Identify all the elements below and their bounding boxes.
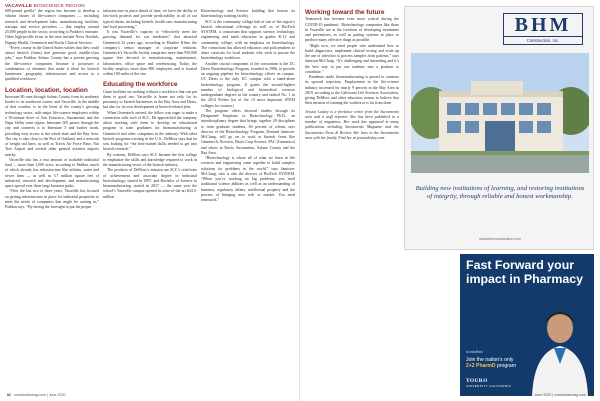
body-paragraph: SCC is the community college hub of one of the region’s biotech educational offerings as well as of BioTech SYSTEM, a consortium that supports science, technology, engineering and math education in grades K-12 and community college, with an emphasis on biotechnology. The consortium has allowed educators and policymakers to share curricula for local students who wish to pursue the biotechnology workforce. (201, 19, 295, 61)
folio-date: June 2020 (534, 393, 552, 397)
left-column-1 (5, 9, 99, 210)
body-paragraph: “Over the last two to three years, Vacaville has focused on getting infrastructure in place for industrial properties to meet the needs of companies that might be coming in,” Paddon says. “By having the foresight to put the proper (5, 189, 99, 210)
body-paragraph: “Biotechnology is where all of what we learn in life sciences and engineering come together to build complex solutions for problems in the world,” says Jamison-McClung, who is also the director of BioTech SYSTEM. “When you’re working on big problems, you need traditional science abilities as well as an understanding of business, regulatory affairs, intellectual property and the process of bringing new tech to market. You need teamwork.” (201, 156, 295, 202)
bhm-logo (503, 13, 583, 45)
join-strong: 2+2 PharmD (466, 363, 496, 370)
body-paragraph: 600-pound gorilla” the region has become to develop a vibrant cluster of life-science companies — including research and development hubs, manufacturing facilities, startups, and service providers — that employ around 25,000 people in the sector, according to Paddon’s estimate. Other high-profile firms in the area include Novo Nordisk, Dignity Health, Genentech and Roche Clinical Services. (5, 9, 99, 45)
touro-logo-sub: UNIVERSITY CALIFORNIA (466, 384, 512, 388)
body-paragraph: “Right now, we need people who understand how to build diagnostics, implement clinical testing and scale up the use of infection to process samples from patients,” says Jamison-McClung. “It’s challenging and interesting and it’s the best way to put our students into a position to contribute.” (305, 43, 399, 74)
bhm-url[interactable]: www.bhmconstruction.com (479, 237, 521, 241)
body-paragraph: Vacaville also has a vast amount of available industrial land — more than 1,000 acres, according to Paddon, much of which already has infrastructure like utilities, water and sewer lines — as well as 3.7 million square feet of industrial, research and development, and manufacturing space spread over three large business parks. (5, 157, 99, 189)
section-heading-educating: Educating the workforce (103, 81, 178, 89)
page-number: 82 (7, 393, 11, 397)
body-paragraph: The products of DeMoss’s mission are SCC’s certificate of achievement and associate degree in industrial biotechnology, started in 1997, and Bachelor of Science in biomanufacturing, started in 2017 — the same year the school’s Vacaville campus opened its state-of-the-art $34.5-million (103, 168, 197, 199)
pharmacy-ad[interactable] (460, 254, 594, 396)
body-paragraph: It was Vacaville’s capacity to “effectively meet the growing demand for our medicines” that attracted Genentech 22 years ago, according to Heather Kline, the company’s senior manager of corporate relations. Genentech’s Vacaville facility comprises more than 950,000 square feet devoted to manufacturing, maintenance, laboratories, office space and warehousing. Today, the facility employs more than 900 employees and is located within 100 miles of the site. (103, 30, 197, 76)
join-end: program (497, 363, 516, 370)
pharmacy-url[interactable]: tu.edu/ffwd (466, 350, 483, 354)
left-column-2 (103, 9, 197, 200)
body-paragraph: Giant facilities are nothing without a workforce that can put them to good use. Vacaville is home not only for its proximity to biotech businesses in the Bay Area and Davis, but also for its own development of biotech-related jobs. (103, 89, 197, 110)
building-photo (411, 53, 589, 173)
right-page (300, 0, 600, 401)
author-bio: Jessica Laskey is a freelance writer from the Sacramento area and a staff reporter. She has been published in a number of magazines. Her work has appeared in many publications including Sacramento Magazine and the Sacramento News & Review. She lives in the Sacramento area with her family. Find her at jessicalaskey.com. (305, 109, 399, 140)
body-paragraph: By contrast, DeMoss says SCC became the first college to emphasize the skills and knowledge required to work in the manufacturing sector of the biotech industry. (103, 152, 197, 168)
body-paragraph: Another crucial component of the consortium is the UC Davis Biotechnology Program, founded in 1986, to provide an ongoing pipeline for biotechnology efforts on campus. UC Davis is the only UC campus with a stand-alone biotechnology program. It grants the second-highest number of biological and biomedical sciences undergraduate degrees in the country and ranked No. 1 in the 2014 Forbes list of the 13 most important STEM colleges for women.) (201, 61, 295, 108)
section-heading-location: Location, location, location (5, 86, 88, 94)
section-heading-future: Working toward the future (305, 9, 385, 16)
pharmacist-photo (526, 304, 594, 396)
touro-logo-name: TOURO (466, 378, 488, 384)
body-paragraph: Biotechnology and Science building that houses its biotechnology training facility. (201, 9, 295, 19)
bhm-logo-sub: Construction, Inc. (504, 36, 582, 43)
section-tag-city: VACAVILLE (5, 3, 33, 8)
body-paragraph: infrastructure in place ahead of time, we have the ability to fast-track projects and provide predictability in all of our typical duties, including biotech, health care, manufacturing and food processing.” (103, 9, 197, 29)
bhm-ad[interactable] (404, 6, 594, 250)
touro-logo (466, 378, 511, 388)
body-paragraph: When Genentech arrived, the fellow was eager to make a connection with each of SCC. He approached the company about working with them to develop an educational program to train graduates for biomanufacturing at Genentech and other companies in the industry. With other biotech programs existing in the U.S., DeMoss says that he was looking for “the best-trained skills needed to get into biotech research.” (103, 110, 197, 152)
body-paragraph: Pandemic aside, biomanufacturing is poised to continue its upward trajectory. Employment in the life-science industry increased by nearly 9 percent in the Bay Area in 2019, according to the California Life Sciences Association, giving DeMoss and other educators reason to believe that their mission of training the workforce is far from done. (305, 75, 399, 106)
pharmacy-headline: Fast Forward your impact in Pharmacy (466, 258, 584, 286)
left-column-3 (201, 9, 295, 203)
join-line: Join the nation’s only (466, 357, 514, 363)
section-tag (5, 3, 85, 8)
body-paragraph: “Every county in the United States wishes that they could attract biotech (firms) that generate good, middle-class jobs,” says Paddon. Solano County has a proven growing the life-science companies because it possesses a combination of elements that make it ideal for biotech businesses: geography, infrastructure and access to a qualified workforce. (5, 45, 99, 82)
body-paragraph: The program offers doctoral studies through its Designated Emphasis in Biotechnology Ph.D., an interdisciplinary degree that brings together 29 disciplines to train graduate students, 60 percent of whom, says director of the Biotechnology Program, Denneal Jamison-McClung, will go on to work at biotech firms like Genentech, Novartis, Bayer Crop Science, PAC (Genomics) and others in Davis, Sacramento, Solano County and the Bay Area. (201, 108, 295, 155)
pharmacy-join (466, 357, 536, 369)
folio-date: June 2020 (48, 393, 66, 397)
right-folio: June 2020 | comstocksmag.com 83 (534, 393, 593, 397)
left-folio: 82 comstocksmag.com | June 2020 (7, 393, 66, 397)
bhm-tagline: Building new institutions of learning, and restoring institutions of integrity, through reliable and honest workmanship. (415, 185, 585, 201)
body-paragraph: Teamwork has become even more critical during the COVID-19 pandemic. Biotechnology companies like those in Vacaville are at the forefront of developing treatments and preventives, as well as putting systems in place to produce many effective drugs as possible. (305, 17, 399, 43)
right-column-1 (305, 9, 399, 141)
page-number: 83 (589, 393, 593, 397)
section-tag-rest: BIOSCIENCE REGION (33, 3, 85, 8)
folio-site: comstocksmag.com (14, 393, 46, 397)
bhm-logo-letters: BHM (514, 14, 572, 36)
body-paragraph: Interstate 80 runs through Solano County from its northeast border to its southwest corner, and Vacaville, in the middle of that corridor, is in the heart of the county’s growing technology sector, with major life-science employers within a 30-minute drive of San Francisco, Sacramento and the Napa Valley wine region. Interstate 505 passes through the city and connects it to Interstate 5 and further north, providing easy access to the whole state and the Bay Area. The city is also close to the Port of Oakland, and a network of freight rail lines, as well as Travis Air Force Base, Nut Tree Airport and several other general aviation airports nearby. (5, 94, 99, 157)
folio-site: comstocksmag.com (554, 393, 586, 397)
